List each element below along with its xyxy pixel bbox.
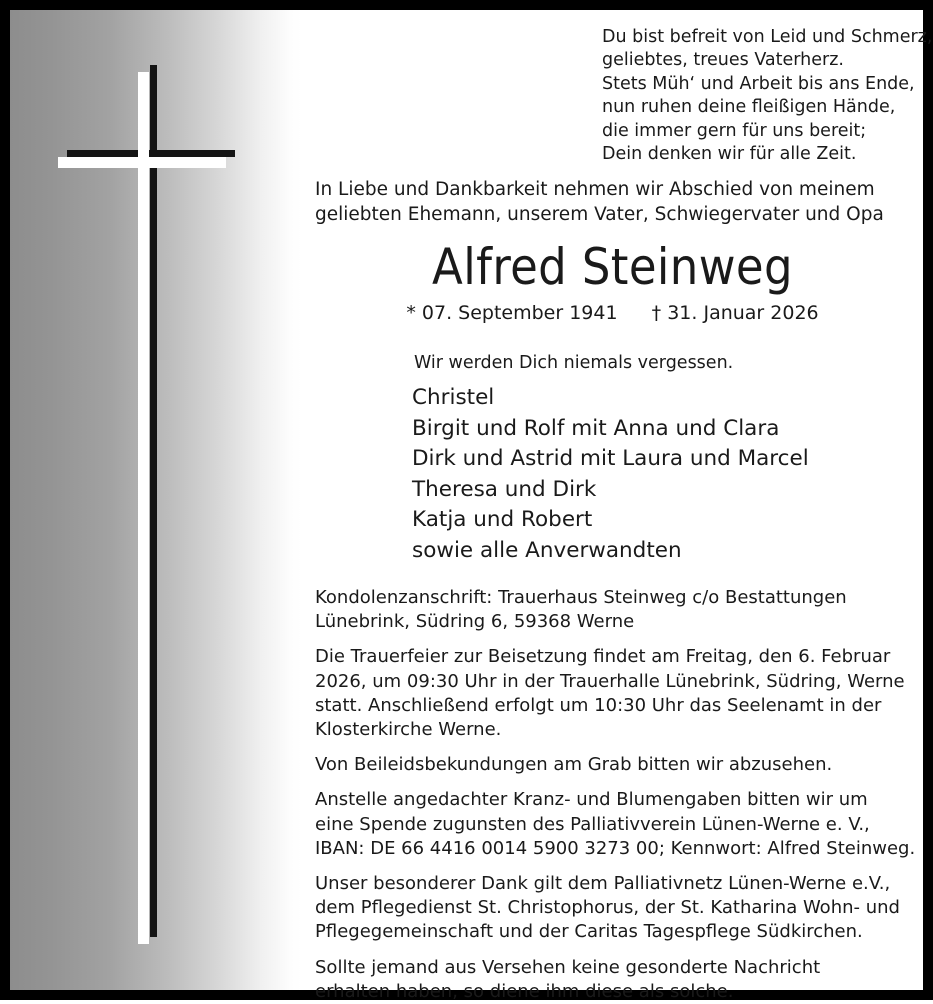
thanks-line: dem Pflegedienst St. Christophorus, der St. Katharina Wohn- und	[315, 897, 900, 919]
family-line: Katja und Robert	[412, 507, 593, 533]
death-symbol: †	[651, 302, 662, 324]
grave-request-line: Von Beileidsbekundungen am Grab bitten wir abzusehen.	[315, 754, 833, 776]
closing-line: erhalten haben, so diene ihm diese als solche.	[315, 980, 734, 1002]
thanks-line: Pflegegemeinschaft und der Caritas Tagespflege Südkirchen.	[315, 921, 863, 943]
condolence-address	[315, 586, 917, 634]
ceremony-details	[315, 645, 917, 742]
cross-vertical-shadow	[150, 65, 157, 937]
donation-line: eine Spende zugunsten des Palliativverein Lünen-Werne e. V.,	[315, 813, 870, 835]
family-line: Birgit und Rolf mit Anna und Clara	[412, 415, 780, 441]
ceremony-line: 2026, um 09:30 Uhr in der Trauerhalle Lünebrink, Südring, Werne	[315, 670, 905, 692]
poem-line: Dein denken wir für alle Zeit.	[602, 144, 857, 165]
family-line: Christel	[412, 385, 495, 410]
donation-iban-line: IBAN: DE 66 4416 0014 5900 3273 00; Kennwort: Alfred Steinweg.	[315, 837, 916, 859]
birth-date: 07. September 1941	[421, 302, 618, 324]
remembrance-text: Wir werden Dich niemals vergessen.	[414, 353, 734, 373]
intro-line: In Liebe und Dankbarkeit nehmen wir Abschied von meinem	[315, 179, 875, 200]
ceremony-line: Die Trauerfeier zur Beisetzung findet am Freitag, den 6. Februar	[315, 646, 891, 668]
poem-line: nun ruhen deine fleißigen Hände,	[602, 97, 896, 118]
christian-cross-icon	[10, 10, 302, 990]
intro-line: geliebten Ehemann, unserem Vater, Schwiegervater und Opa	[315, 203, 884, 225]
death-date: 31. Januar 2026	[667, 302, 819, 324]
ceremony-line: Klosterkirche Werne.	[315, 719, 502, 741]
family-names	[412, 383, 912, 567]
family-line: Dirk und Astrid mit Laura und Marcel	[412, 446, 809, 472]
ceremony-line: statt. Anschließend erfolgt um 10:30 Uhr das Seelenamt in der	[315, 694, 882, 716]
thanks-note	[315, 872, 917, 945]
notice-inner	[10, 10, 933, 1002]
poem-line: Du bist befreit von Leid und Schmerz,	[602, 27, 933, 47]
memorial-poem	[602, 26, 932, 166]
grave-request	[315, 753, 917, 777]
thanks-line: Unser besonderer Dank gilt dem Palliativnetz Lünen-Werne e.V.,	[315, 873, 891, 895]
poem-line: geliebtes, treues Vaterherz.	[602, 50, 844, 71]
donation-request	[315, 788, 917, 861]
condolence-line: Kondolenzanschrift: Trauerhaus Steinweg c/o Bestattungen	[315, 587, 847, 608]
poem-line: Stets Müh‘ und Arbeit bis ans Ende,	[602, 73, 915, 94]
closing-line: Sollte jemand aus Versehen keine gesonderte Nachricht	[315, 956, 821, 978]
closing-note	[315, 956, 917, 1004]
detail-blocks	[315, 586, 917, 1004]
family-line: Theresa und Dirk	[412, 476, 597, 502]
notice-content	[302, 10, 933, 1002]
deceased-name: Alfred Steinweg	[432, 238, 793, 296]
condolence-line: Lünebrink, Südring 6, 59368 Werne	[315, 611, 635, 633]
family-line: sowie alle Anverwandten	[412, 537, 682, 563]
poem-line: die immer gern für uns bereit;	[602, 120, 867, 141]
intro-text	[315, 178, 915, 227]
life-dates	[302, 300, 923, 326]
donation-line: Anstelle angedachter Kranz- und Blumengaben bitten wir um	[315, 789, 868, 811]
birth-symbol: *	[406, 302, 416, 324]
cross-vertical-bar	[138, 72, 149, 944]
decorative-gradient-panel	[10, 10, 302, 990]
